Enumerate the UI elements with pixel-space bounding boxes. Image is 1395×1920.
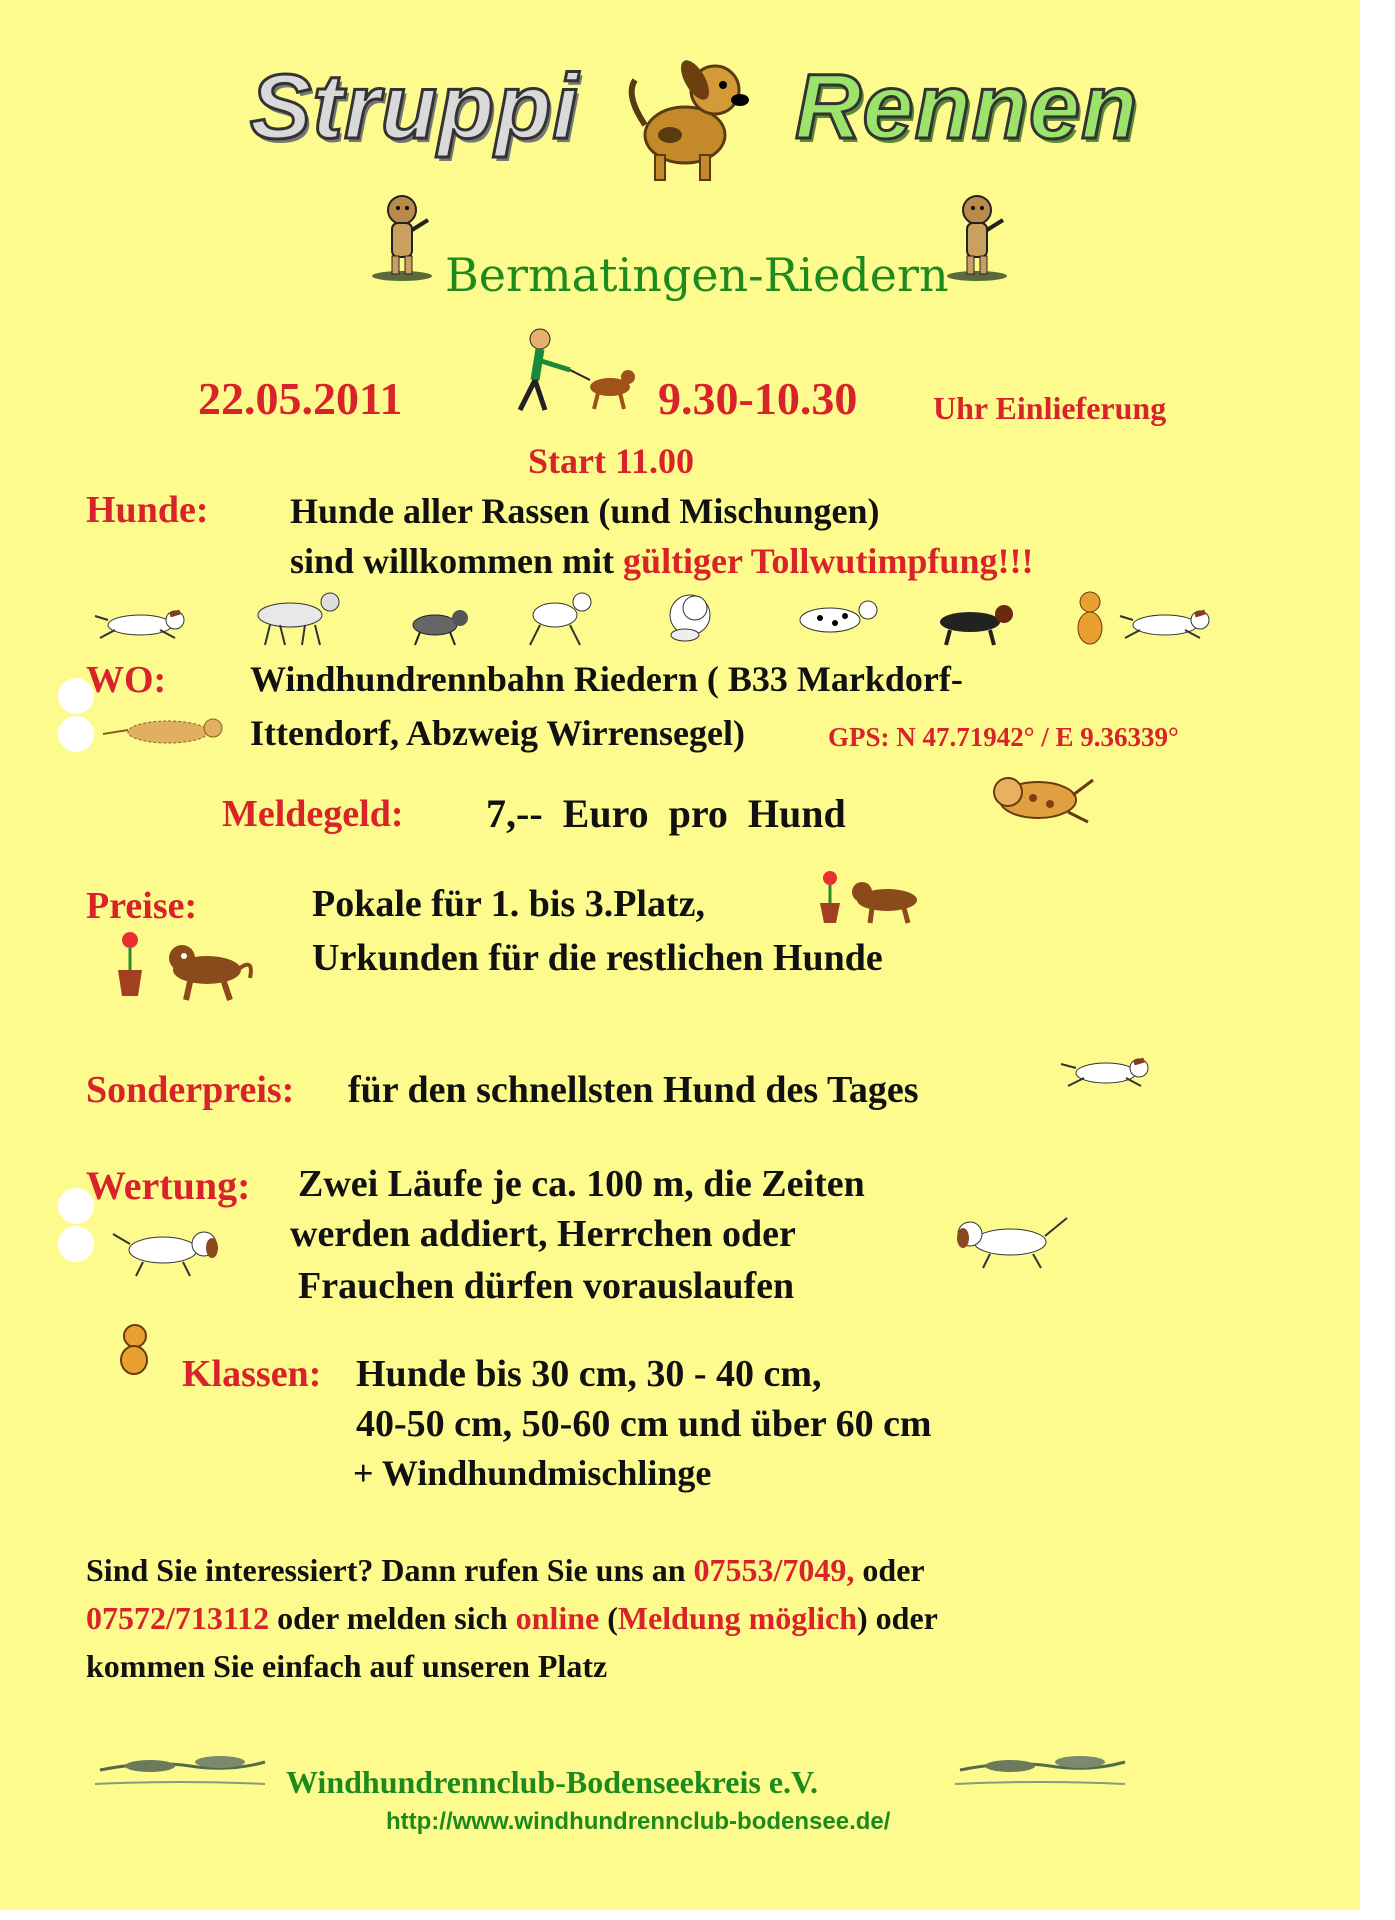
- meldegeld-label: Meldegeld:: [222, 793, 404, 835]
- sonderpreis-label: Sonderpreis:: [86, 1069, 295, 1111]
- wo-gps: GPS: N 47.71942° / E 9.36339°: [828, 722, 1179, 752]
- location-subtitle: Bermatingen-Riedern: [445, 248, 949, 302]
- event-date: 22.05.2011: [198, 373, 403, 424]
- meldegeld-value: 7,-- Euro pro Hund: [486, 791, 846, 836]
- hunde-line2-highlight: gültiger Tollwutimpfung!!!: [623, 541, 1034, 581]
- greyhound-icon: [950, 1740, 1130, 1790]
- contact-text: oder melden sich: [269, 1600, 516, 1636]
- dog-icon: [258, 593, 339, 645]
- dog-icon: [800, 601, 877, 632]
- cartoon-dog-icon: [110, 1322, 160, 1377]
- event-time: 9.30-10.30: [658, 373, 858, 424]
- flower-pot-icon: [812, 868, 932, 928]
- phone-1: 07553/7049,: [693, 1552, 855, 1588]
- hunde-label: Hunde:: [86, 489, 209, 531]
- cartoon-dog-icon: [370, 190, 440, 285]
- wertung-line1: Zwei Läufe je ca. 100 m, die Zeiten: [298, 1163, 865, 1205]
- preise-label: Preise:: [86, 885, 198, 927]
- punch-hole: [58, 716, 94, 752]
- klassen-label: Klassen:: [182, 1353, 322, 1395]
- dog-icon: [108, 1220, 228, 1280]
- event-start: Start 11.00: [528, 441, 694, 481]
- meldung-text: Meldung möglich: [617, 1600, 857, 1636]
- wo-line1: Windhundrennbahn Riedern ( B33 Markdorf-: [250, 659, 963, 699]
- cartoon-dog-icon: [945, 190, 1015, 285]
- dog-icon: [670, 595, 710, 641]
- greyhound-icon: [90, 1740, 270, 1790]
- online-link[interactable]: online: [515, 1600, 600, 1636]
- title-rennen: Rennen: [795, 56, 1139, 158]
- contact-text: oder: [854, 1552, 925, 1588]
- club-url[interactable]: http://www.windhundrennclub-bodensee.de/: [386, 1808, 891, 1835]
- contact-text: (: [599, 1600, 618, 1636]
- punch-hole: [58, 1226, 94, 1262]
- wertung-line3: Frauchen dürfen vorauslaufen: [298, 1265, 795, 1307]
- wertung-line2: werden addiert, Herrchen oder: [290, 1213, 796, 1255]
- contact-line1: [86, 1552, 925, 1589]
- hunde-line2: [290, 540, 1033, 582]
- flower-pot-icon: [112, 928, 262, 1003]
- dog-icon: [530, 593, 591, 645]
- hunde-line2-prefix: sind willkommen mit: [290, 541, 624, 581]
- dog-row: [90, 590, 1220, 650]
- cartoon-dog-icon: [615, 55, 765, 185]
- wertung-label: Wertung:: [86, 1163, 251, 1208]
- dog-icon: [1078, 592, 1102, 644]
- wo-line2: Ittendorf, Abzweig Wirrensegel): [250, 713, 745, 753]
- contact-text: ) oder: [857, 1600, 938, 1636]
- preise-line1: Pokale für 1. bis 3.Platz,: [312, 883, 706, 925]
- person-walking-dog-icon: [490, 325, 640, 415]
- dog-icon: [98, 712, 228, 752]
- club-name: Windhundrennclub-Bodenseekreis e.V.: [286, 1764, 819, 1800]
- dog-icon: [978, 760, 1098, 830]
- title-struppi: Struppi: [250, 56, 579, 158]
- dog-icon: [1120, 611, 1209, 638]
- contact-text: Sind Sie interessiert? Dann rufen Sie uns an: [86, 1552, 694, 1588]
- dog-icon: [95, 611, 184, 638]
- phone-2: 07572/713112: [86, 1600, 270, 1636]
- preise-line2: Urkunden für die restlichen Hunde: [312, 937, 883, 979]
- hunde-line1: Hunde aller Rassen (und Mischungen): [290, 491, 880, 531]
- dog-icon: [1056, 1048, 1156, 1093]
- contact-line2: [86, 1600, 938, 1637]
- contact-line3: kommen Sie einfach auf unseren Platz: [86, 1648, 608, 1684]
- dog-icon: [940, 605, 1013, 645]
- klassen-line2: 40-50 cm, 50-60 cm und über 60 cm: [356, 1403, 932, 1445]
- klassen-line1: Hunde bis 30 cm, 30 - 40 cm,: [356, 1353, 822, 1395]
- dog-icon: [945, 1210, 1075, 1270]
- sonderpreis-value: für den schnellsten Hund des Tages: [348, 1069, 919, 1111]
- event-time-unit: Uhr Einlieferung: [933, 390, 1167, 426]
- wo-label: WO:: [86, 659, 167, 701]
- dog-icon: [413, 610, 468, 645]
- klassen-line3: + Windhundmischlinge: [353, 1453, 712, 1493]
